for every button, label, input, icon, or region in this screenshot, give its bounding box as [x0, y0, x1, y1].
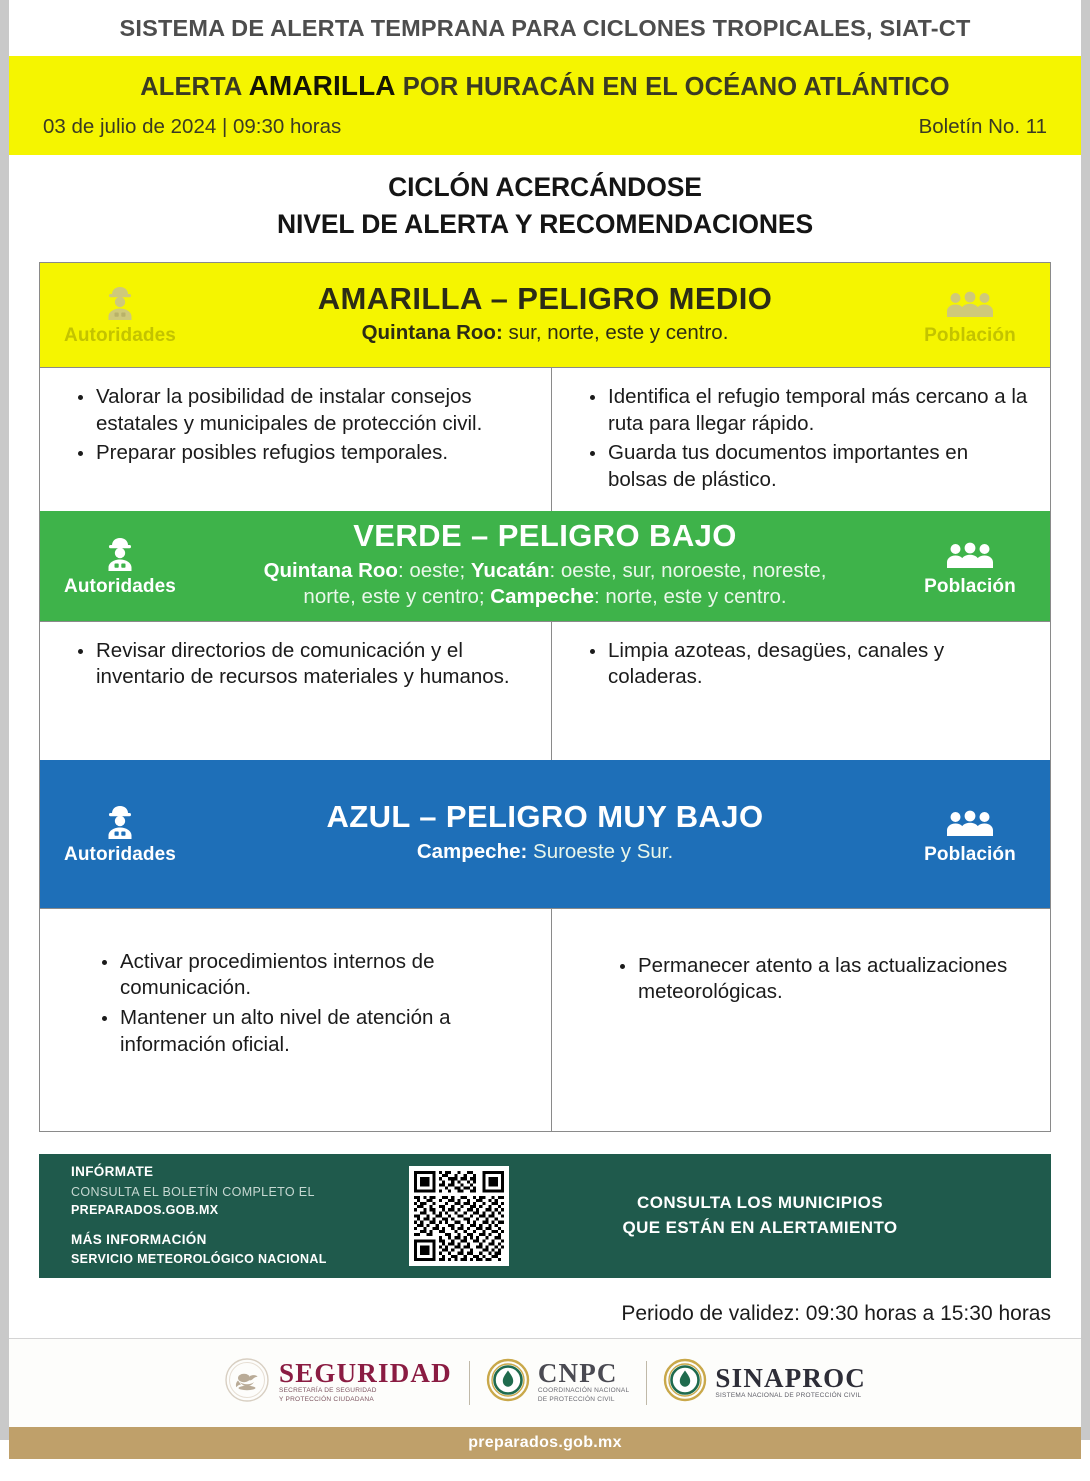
- logo-cnpc-name: CNPC: [537, 1358, 618, 1389]
- bottom-url-bar: [9, 1427, 1081, 1459]
- logo-seguridad-sub2: Y PROTECCIÓN CIUDADANA: [278, 1396, 374, 1404]
- qr-code-svg: [414, 1171, 504, 1261]
- logo-sinaproc-text: [715, 1362, 867, 1401]
- alert-suffix: POR HURACÁN EN EL OCÉANO ATLÁNTICO: [395, 73, 950, 101]
- level-center-azul: [200, 760, 890, 908]
- logo-cnpc-sub1: COORDINACIÓN NACIONAL: [537, 1387, 630, 1395]
- level-title-verde: VERDE – PELIGRO BAJO: [353, 518, 737, 554]
- logo-seguridad-text: [279, 1360, 452, 1405]
- logo-seguridad-subtitle: [279, 1387, 452, 1405]
- authorities-label-verde: Autoridades: [64, 575, 176, 597]
- recommendation-item: Mantener un alto nivel de atención a información oficial.: [102, 1005, 533, 1058]
- authorities-side-amarilla: [40, 263, 200, 367]
- municipios-line2: QUE ESTÁN EN ALERTAMIENTO: [622, 1217, 898, 1237]
- level-regions-azul: Campeche: Suroeste y Sur.: [416, 839, 674, 863]
- level-recs-amarilla: [40, 367, 1050, 511]
- recommendation-item: Activar procedimientos internos de comunicación.: [102, 949, 533, 1002]
- three-people-icon: [947, 800, 993, 840]
- level-recs-azul: [40, 908, 1050, 1131]
- municipios-line1: CONSULTA LOS MUNICIPIOS: [637, 1193, 883, 1213]
- authorities-rec-list: [58, 384, 533, 467]
- info-spacer: [71, 1220, 409, 1230]
- bulletin-inner: [9, 0, 1081, 1481]
- logo-cnpc-text: [538, 1360, 630, 1405]
- level-band-verde: [40, 511, 1050, 621]
- population-recs-azul: [552, 909, 1050, 1131]
- three-people-icon: [947, 532, 993, 572]
- recommendation-item: Revisar directorios de comunicación y el inventario de recursos materiales y humanos.: [78, 638, 533, 691]
- level-title-amarilla: AMARILLA – PELIGRO MEDIO: [317, 280, 773, 316]
- level-regions-amarilla: Quintana Roo: sur, norte, este y centro.: [361, 321, 729, 345]
- recommendation-item: Identifica el refugio temporal más cercano a la ruta para llegar rápido.: [590, 384, 1032, 437]
- page-title-line2: NIVEL DE ALERTA Y RECOMENDACIONES: [276, 208, 814, 239]
- alert-levels-table: [39, 262, 1051, 1132]
- alert-prefix: ALERTA: [140, 73, 249, 101]
- alert-banner: [9, 56, 1081, 155]
- logo-cnpc-sub2: DE PROTECCIÓN CIVIL: [537, 1396, 615, 1404]
- qr-code-icon[interactable]: [409, 1166, 509, 1266]
- mexico-eagle-seal-icon: [224, 1357, 270, 1408]
- alert-bulletin-number: Boletín No. 11: [918, 115, 1047, 138]
- informate-line1: CONSULTA EL BOLETÍN COMPLETO EL: [71, 1184, 315, 1199]
- mas-info-title: MÁS INFORMACIÓN: [71, 1232, 207, 1248]
- level-band-azul: [40, 760, 1050, 908]
- population-recs-verde: [552, 622, 1050, 760]
- population-side-amarilla: [890, 263, 1050, 367]
- population-label-verde: Población: [924, 575, 1016, 597]
- logo-sinaproc-sub1: SISTEMA NACIONAL DE PROTECCIÓN CIVIL: [715, 1391, 862, 1399]
- info-footer-right: [509, 1191, 1051, 1240]
- population-side-azul: [890, 760, 1050, 908]
- level-band-amarilla: [40, 263, 1050, 367]
- alert-color-word: AMARILLA: [248, 70, 396, 101]
- proteccion-civil-seal-icon: [664, 1359, 706, 1406]
- validity-period: Periodo de validez: 09:30 horas a 15:30 horas: [9, 1278, 1081, 1339]
- authorities-label-azul: Autoridades: [64, 843, 176, 865]
- agency-logos-bar: [9, 1339, 1081, 1427]
- population-rec-list: [570, 638, 1032, 691]
- recommendation-item: Guarda tus documentos importantes en bolsas de plástico.: [590, 440, 1032, 493]
- level-center-amarilla: [200, 263, 890, 367]
- hardhat-worker-icon: [100, 281, 140, 321]
- level-regions-verde: Quintana Roo: oeste; Yucatán: oeste, sur, noroeste, noreste, norte, este y centro; Campeche: norte, este y centro.: [263, 558, 827, 609]
- population-rec-list: [570, 384, 1032, 494]
- authorities-side-verde: [40, 511, 200, 621]
- level-recs-verde: [40, 621, 1050, 760]
- logo-sinaproc: [647, 1359, 883, 1406]
- mas-info-line1: SERVICIO METEOROLÓGICO NACIONAL: [71, 1252, 327, 1267]
- alert-headline: [43, 70, 1047, 102]
- logo-cnpc-subtitle: [538, 1387, 630, 1405]
- logo-sinaproc-subtitle: [715, 1392, 866, 1401]
- authorities-label-amarilla: Autoridades: [64, 325, 176, 347]
- info-footer-left: [39, 1162, 409, 1269]
- authorities-recs-azul: [40, 909, 552, 1131]
- proteccion-civil-seal-icon: [487, 1359, 529, 1406]
- authorities-recs-amarilla: [40, 368, 552, 511]
- authorities-side-azul: [40, 760, 200, 908]
- hardhat-worker-icon: [100, 532, 140, 572]
- logo-seguridad-sub1: SECRETARÍA DE SEGURIDAD: [278, 1387, 377, 1395]
- system-title: SISTEMA DE ALERTA TEMPRANA PARA CICLONES TROPICALES, SIAT-CT: [119, 14, 971, 41]
- level-center-verde: [200, 511, 890, 621]
- population-side-verde: [890, 511, 1050, 621]
- page-title-line1: CICLÓN ACERCÁNDOSE: [388, 172, 702, 202]
- three-people-icon: [947, 281, 993, 321]
- alert-datetime: 03 de julio de 2024 | 09:30 horas: [43, 115, 342, 138]
- logo-sinaproc-name: SINAPROC: [715, 1362, 867, 1393]
- population-rec-list: [600, 953, 1032, 1006]
- alert-meta-row: [43, 115, 1047, 139]
- recommendation-item: Permanecer atento a las actualizaciones meteorológicas.: [620, 953, 1032, 1006]
- recommendation-item: Preparar posibles refugios temporales.: [78, 440, 533, 467]
- logo-seguridad-name: SEGURIDAD: [278, 1358, 452, 1389]
- population-recs-amarilla: [552, 368, 1050, 511]
- authorities-recs-verde: [40, 622, 552, 760]
- bottom-url: preparados.gob.mx: [468, 1433, 622, 1451]
- recommendation-item: Valorar la posibilidad de instalar consejos estatales y municipales de protección civil.: [78, 384, 533, 437]
- page-title: [9, 155, 1081, 250]
- informate-title: INFÓRMATE: [71, 1164, 154, 1180]
- info-footer-box: [39, 1154, 1051, 1278]
- population-label-amarilla: Población: [924, 325, 1016, 347]
- level-title-azul: AZUL – PELIGRO MUY BAJO: [326, 799, 764, 835]
- hardhat-worker-icon: [100, 800, 140, 840]
- logo-seguridad: [207, 1357, 469, 1408]
- informate-line2: PREPARADOS.GOB.MX: [71, 1203, 219, 1218]
- logo-cnpc: [470, 1359, 647, 1406]
- system-title-bar: [9, 0, 1081, 56]
- recommendation-item: Limpia azoteas, desagües, canales y coladeras.: [590, 638, 1032, 691]
- authorities-rec-list: [58, 638, 533, 691]
- population-label-azul: Población: [924, 843, 1016, 865]
- page-tail: [9, 1459, 1081, 1481]
- authorities-rec-list: [82, 949, 533, 1059]
